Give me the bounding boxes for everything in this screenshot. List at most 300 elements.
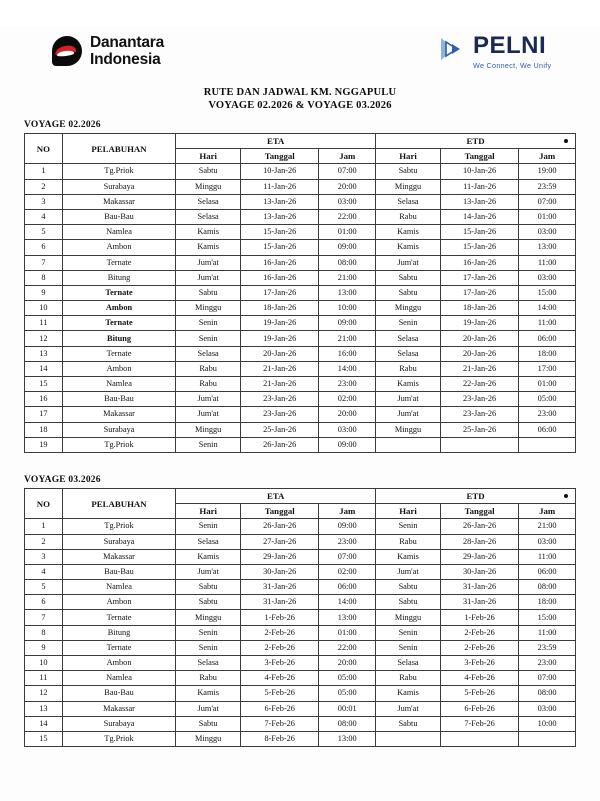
cell-pelabuhan: Ternate bbox=[62, 255, 175, 270]
cell-etd-tanggal bbox=[440, 731, 518, 746]
cell-no: 18 bbox=[25, 422, 63, 437]
cell-eta-hari: Senin bbox=[176, 625, 241, 640]
logo-header-row bbox=[0, 26, 600, 84]
cell-no: 5 bbox=[25, 225, 63, 240]
column-header-etd-jam: Jam bbox=[519, 504, 576, 519]
cell-etd-jam: 23:00 bbox=[519, 656, 576, 671]
cell-eta-tanggal: 21-Jan-26 bbox=[241, 377, 319, 392]
cell-eta-tanggal: 4-Feb-26 bbox=[241, 671, 319, 686]
schedule-table bbox=[24, 488, 576, 747]
cell-eta-jam: 03:00 bbox=[319, 194, 376, 209]
cell-no: 12 bbox=[25, 331, 63, 346]
cell-no: 15 bbox=[25, 731, 63, 746]
column-header-pelabuhan: PELABUHAN bbox=[62, 134, 175, 164]
cell-etd-jam: 11:00 bbox=[519, 549, 576, 564]
danantara-logo-text bbox=[90, 34, 164, 68]
cell-etd-hari: Kamis bbox=[376, 549, 441, 564]
cell-etd-hari: Sabtu bbox=[376, 270, 441, 285]
table-header bbox=[25, 134, 576, 164]
cell-etd-hari: Selasa bbox=[376, 194, 441, 209]
cell-pelabuhan: Makassar bbox=[62, 549, 175, 564]
cell-eta-hari: Selasa bbox=[176, 194, 241, 209]
cell-etd-tanggal: 16-Jan-26 bbox=[440, 255, 518, 270]
cell-no: 8 bbox=[25, 625, 63, 640]
cell-eta-tanggal: 2-Feb-26 bbox=[241, 625, 319, 640]
cell-etd-jam: 17:00 bbox=[519, 361, 576, 376]
cell-etd-hari bbox=[376, 437, 441, 452]
table-row bbox=[25, 731, 576, 746]
header-row-top bbox=[25, 134, 576, 149]
table-row bbox=[25, 534, 576, 549]
column-header-eta-jam: Jam bbox=[319, 149, 376, 164]
cell-etd-jam: 01:00 bbox=[519, 377, 576, 392]
cell-etd-jam: 03:00 bbox=[519, 225, 576, 240]
cell-no: 3 bbox=[25, 194, 63, 209]
cell-etd-tanggal: 7-Feb-26 bbox=[440, 716, 518, 731]
table-row bbox=[25, 392, 576, 407]
cell-etd-tanggal: 13-Jan-26 bbox=[440, 194, 518, 209]
cell-etd-jam: 15:00 bbox=[519, 285, 576, 300]
cell-no: 5 bbox=[25, 580, 63, 595]
cell-pelabuhan: Ternate bbox=[62, 316, 175, 331]
cell-etd-tanggal: 30-Jan-26 bbox=[440, 564, 518, 579]
cell-no: 11 bbox=[25, 316, 63, 331]
pelni-logo-text bbox=[473, 34, 551, 70]
voyage-tables-container bbox=[0, 120, 600, 747]
cell-eta-hari: Kamis bbox=[176, 686, 241, 701]
table-row bbox=[25, 164, 576, 179]
cell-pelabuhan: Bau-Bau bbox=[62, 209, 175, 224]
header-row-top bbox=[25, 488, 576, 503]
pelni-tagline: We Connect, We Unify bbox=[473, 61, 552, 70]
column-header-etd-hari: Hari bbox=[376, 149, 441, 164]
cell-eta-hari: Selasa bbox=[176, 656, 241, 671]
cell-etd-hari: Selasa bbox=[376, 331, 441, 346]
column-group-header-etd bbox=[376, 134, 576, 149]
cell-eta-tanggal: 15-Jan-26 bbox=[241, 240, 319, 255]
column-group-header-eta: ETA bbox=[176, 134, 376, 149]
cell-eta-hari: Jum'at bbox=[176, 270, 241, 285]
cell-eta-hari: Minggu bbox=[176, 422, 241, 437]
cell-eta-jam: 23:00 bbox=[319, 534, 376, 549]
cell-eta-jam: 00:01 bbox=[319, 701, 376, 716]
cell-etd-jam: 08:00 bbox=[519, 686, 576, 701]
cell-pelabuhan: Bau-Bau bbox=[62, 564, 175, 579]
table-row bbox=[25, 671, 576, 686]
cell-eta-jam: 10:00 bbox=[319, 301, 376, 316]
cell-pelabuhan: Ambon bbox=[62, 301, 175, 316]
bullet-dot-icon bbox=[564, 139, 568, 143]
danantara-logo-mark-icon bbox=[52, 36, 82, 66]
cell-no: 13 bbox=[25, 701, 63, 716]
cell-eta-tanggal: 16-Jan-26 bbox=[241, 270, 319, 285]
cell-etd-hari: Sabtu bbox=[376, 285, 441, 300]
danantara-line-2: Indonesia bbox=[90, 51, 161, 68]
cell-pelabuhan: Namlea bbox=[62, 377, 175, 392]
cell-eta-jam: 07:00 bbox=[319, 549, 376, 564]
danantara-logo bbox=[52, 34, 164, 68]
voyage-block bbox=[24, 120, 576, 453]
cell-etd-tanggal: 17-Jan-26 bbox=[440, 270, 518, 285]
cell-pelabuhan: Surabaya bbox=[62, 534, 175, 549]
cell-no: 9 bbox=[25, 640, 63, 655]
cell-etd-hari: Senin bbox=[376, 316, 441, 331]
cell-eta-jam: 22:00 bbox=[319, 640, 376, 655]
cell-eta-tanggal: 19-Jan-26 bbox=[241, 316, 319, 331]
cell-eta-tanggal: 10-Jan-26 bbox=[241, 164, 319, 179]
cell-eta-hari: Jum'at bbox=[176, 701, 241, 716]
cell-eta-jam: 13:00 bbox=[319, 610, 376, 625]
cell-etd-jam: 13:00 bbox=[519, 240, 576, 255]
cell-eta-hari: Minggu bbox=[176, 731, 241, 746]
cell-etd-jam: 18:00 bbox=[519, 346, 576, 361]
cell-etd-hari: Kamis bbox=[376, 686, 441, 701]
cell-eta-hari: Senin bbox=[176, 331, 241, 346]
cell-etd-tanggal: 29-Jan-26 bbox=[440, 549, 518, 564]
table-row bbox=[25, 610, 576, 625]
cell-eta-hari: Rabu bbox=[176, 671, 241, 686]
cell-no: 14 bbox=[25, 716, 63, 731]
cell-etd-tanggal: 22-Jan-26 bbox=[440, 377, 518, 392]
cell-eta-tanggal: 13-Jan-26 bbox=[241, 194, 319, 209]
cell-etd-hari: Rabu bbox=[376, 534, 441, 549]
cell-eta-tanggal: 5-Feb-26 bbox=[241, 686, 319, 701]
cell-eta-jam: 23:00 bbox=[319, 377, 376, 392]
cell-etd-hari bbox=[376, 731, 441, 746]
column-header-eta-hari: Hari bbox=[176, 149, 241, 164]
cell-etd-tanggal: 20-Jan-26 bbox=[440, 331, 518, 346]
cell-no: 2 bbox=[25, 534, 63, 549]
cell-etd-hari: Minggu bbox=[376, 422, 441, 437]
cell-etd-hari: Jum'at bbox=[376, 407, 441, 422]
cell-no: 7 bbox=[25, 610, 63, 625]
table-row bbox=[25, 209, 576, 224]
cell-eta-jam: 20:00 bbox=[319, 179, 376, 194]
cell-eta-jam: 08:00 bbox=[319, 255, 376, 270]
table-row bbox=[25, 377, 576, 392]
pelni-wordmark: PELNI bbox=[473, 32, 547, 59]
cell-eta-jam: 02:00 bbox=[319, 392, 376, 407]
cell-etd-tanggal: 23-Jan-26 bbox=[440, 407, 518, 422]
cell-etd-hari: Senin bbox=[376, 519, 441, 534]
cell-eta-tanggal: 27-Jan-26 bbox=[241, 534, 319, 549]
table-row bbox=[25, 437, 576, 452]
cell-eta-tanggal: 20-Jan-26 bbox=[241, 346, 319, 361]
column-header-etd-tanggal: Tanggal bbox=[440, 504, 518, 519]
cell-eta-jam: 20:00 bbox=[319, 407, 376, 422]
cell-eta-tanggal: 21-Jan-26 bbox=[241, 361, 319, 376]
cell-eta-jam: 09:00 bbox=[319, 437, 376, 452]
cell-etd-jam: 19:00 bbox=[519, 164, 576, 179]
cell-etd-hari: Kamis bbox=[376, 225, 441, 240]
cell-no: 2 bbox=[25, 179, 63, 194]
cell-eta-jam: 09:00 bbox=[319, 240, 376, 255]
cell-eta-jam: 06:00 bbox=[319, 580, 376, 595]
cell-pelabuhan: Namlea bbox=[62, 225, 175, 240]
page-subtitle: VOYAGE 02.2026 & VOYAGE 03.2026 bbox=[208, 100, 392, 111]
cell-etd-tanggal: 4-Feb-26 bbox=[440, 671, 518, 686]
table-row bbox=[25, 549, 576, 564]
schedule-document bbox=[0, 26, 600, 801]
column-group-header-etd-label: ETD bbox=[466, 491, 485, 502]
page-title: RUTE DAN JADWAL KM. NGGAPULU bbox=[203, 87, 397, 98]
pelni-logo bbox=[437, 34, 551, 70]
cell-eta-tanggal: 8-Feb-26 bbox=[241, 731, 319, 746]
cell-etd-hari: Sabtu bbox=[376, 164, 441, 179]
cell-eta-tanggal: 11-Jan-26 bbox=[241, 179, 319, 194]
table-row bbox=[25, 270, 576, 285]
table-row bbox=[25, 346, 576, 361]
table-row bbox=[25, 595, 576, 610]
cell-no: 19 bbox=[25, 437, 63, 452]
cell-eta-hari: Jum'at bbox=[176, 392, 241, 407]
table-body bbox=[25, 519, 576, 747]
cell-eta-hari: Sabtu bbox=[176, 164, 241, 179]
cell-etd-tanggal bbox=[440, 437, 518, 452]
cell-etd-jam: 10:00 bbox=[519, 716, 576, 731]
cell-eta-hari: Minggu bbox=[176, 301, 241, 316]
table-header bbox=[25, 488, 576, 518]
cell-pelabuhan: Makassar bbox=[62, 407, 175, 422]
table-body bbox=[25, 164, 576, 453]
cell-eta-jam: 05:00 bbox=[319, 686, 376, 701]
cell-eta-tanggal: 3-Feb-26 bbox=[241, 656, 319, 671]
table-row bbox=[25, 179, 576, 194]
cell-etd-tanggal: 25-Jan-26 bbox=[440, 422, 518, 437]
cell-eta-hari: Minggu bbox=[176, 179, 241, 194]
cell-etd-tanggal: 26-Jan-26 bbox=[440, 519, 518, 534]
cell-eta-tanggal: 1-Feb-26 bbox=[241, 610, 319, 625]
cell-etd-tanggal: 28-Jan-26 bbox=[440, 534, 518, 549]
cell-etd-jam: 06:00 bbox=[519, 564, 576, 579]
column-header-pelabuhan: PELABUHAN bbox=[62, 488, 175, 518]
cell-eta-hari: Sabtu bbox=[176, 595, 241, 610]
cell-no: 13 bbox=[25, 346, 63, 361]
cell-eta-jam: 16:00 bbox=[319, 346, 376, 361]
column-group-header-eta: ETA bbox=[176, 488, 376, 503]
bullet-dot-icon bbox=[564, 494, 568, 498]
cell-etd-jam: 03:00 bbox=[519, 534, 576, 549]
cell-no: 6 bbox=[25, 240, 63, 255]
cell-etd-tanggal: 3-Feb-26 bbox=[440, 656, 518, 671]
column-header-eta-tanggal: Tanggal bbox=[241, 149, 319, 164]
cell-eta-tanggal: 7-Feb-26 bbox=[241, 716, 319, 731]
voyage-block bbox=[24, 475, 576, 747]
cell-eta-hari: Rabu bbox=[176, 377, 241, 392]
cell-eta-hari: Kamis bbox=[176, 240, 241, 255]
cell-etd-hari: Jum'at bbox=[376, 392, 441, 407]
cell-pelabuhan: Surabaya bbox=[62, 179, 175, 194]
cell-pelabuhan: Makassar bbox=[62, 194, 175, 209]
table-row bbox=[25, 422, 576, 437]
cell-pelabuhan: Namlea bbox=[62, 671, 175, 686]
cell-etd-hari: Selasa bbox=[376, 656, 441, 671]
cell-no: 10 bbox=[25, 656, 63, 671]
cell-etd-tanggal: 5-Feb-26 bbox=[440, 686, 518, 701]
cell-no: 1 bbox=[25, 519, 63, 534]
cell-pelabuhan: Makassar bbox=[62, 701, 175, 716]
cell-eta-jam: 21:00 bbox=[319, 270, 376, 285]
cell-pelabuhan: Tg.Priok bbox=[62, 519, 175, 534]
cell-eta-tanggal: 13-Jan-26 bbox=[241, 209, 319, 224]
cell-eta-tanggal: 23-Jan-26 bbox=[241, 407, 319, 422]
cell-etd-tanggal: 10-Jan-26 bbox=[440, 164, 518, 179]
voyage-label: VOYAGE 02.2026 bbox=[24, 120, 101, 130]
cell-etd-jam: 03:00 bbox=[519, 270, 576, 285]
cell-eta-tanggal: 18-Jan-26 bbox=[241, 301, 319, 316]
cell-pelabuhan: Ambon bbox=[62, 656, 175, 671]
cell-etd-jam bbox=[519, 437, 576, 452]
cell-etd-tanggal: 31-Jan-26 bbox=[440, 580, 518, 595]
cell-etd-tanggal: 15-Jan-26 bbox=[440, 225, 518, 240]
cell-pelabuhan: Namlea bbox=[62, 580, 175, 595]
cell-eta-tanggal: 29-Jan-26 bbox=[241, 549, 319, 564]
cell-etd-tanggal: 23-Jan-26 bbox=[440, 392, 518, 407]
cell-etd-hari: Minggu bbox=[376, 301, 441, 316]
cell-etd-hari: Jum'at bbox=[376, 701, 441, 716]
table-row bbox=[25, 564, 576, 579]
column-header-no: NO bbox=[25, 488, 63, 518]
cell-pelabuhan: Ambon bbox=[62, 361, 175, 376]
table-row bbox=[25, 301, 576, 316]
cell-eta-tanggal: 26-Jan-26 bbox=[241, 437, 319, 452]
table-row bbox=[25, 686, 576, 701]
cell-no: 3 bbox=[25, 549, 63, 564]
table-row bbox=[25, 361, 576, 376]
cell-eta-jam: 21:00 bbox=[319, 331, 376, 346]
cell-etd-tanggal: 2-Feb-26 bbox=[440, 625, 518, 640]
cell-eta-hari: Senin bbox=[176, 437, 241, 452]
cell-eta-hari: Selasa bbox=[176, 346, 241, 361]
cell-etd-jam: 23:59 bbox=[519, 640, 576, 655]
cell-eta-tanggal: 2-Feb-26 bbox=[241, 640, 319, 655]
cell-eta-tanggal: 23-Jan-26 bbox=[241, 392, 319, 407]
cell-etd-jam: 18:00 bbox=[519, 595, 576, 610]
table-row bbox=[25, 519, 576, 534]
table-row bbox=[25, 240, 576, 255]
cell-eta-tanggal: 6-Feb-26 bbox=[241, 701, 319, 716]
cell-etd-hari: Rabu bbox=[376, 671, 441, 686]
cell-no: 10 bbox=[25, 301, 63, 316]
cell-pelabuhan: Bau-Bau bbox=[62, 392, 175, 407]
cell-etd-hari: Minggu bbox=[376, 610, 441, 625]
cell-no: 7 bbox=[25, 255, 63, 270]
cell-eta-tanggal: 30-Jan-26 bbox=[241, 564, 319, 579]
cell-eta-hari: Sabtu bbox=[176, 580, 241, 595]
cell-etd-hari: Sabtu bbox=[376, 716, 441, 731]
cell-eta-hari: Minggu bbox=[176, 610, 241, 625]
cell-eta-jam: 13:00 bbox=[319, 285, 376, 300]
table-row bbox=[25, 656, 576, 671]
table-row bbox=[25, 625, 576, 640]
cell-etd-jam: 23:59 bbox=[519, 179, 576, 194]
cell-eta-hari: Senin bbox=[176, 316, 241, 331]
table-row bbox=[25, 225, 576, 240]
table-row bbox=[25, 640, 576, 655]
cell-eta-jam: 01:00 bbox=[319, 225, 376, 240]
cell-no: 4 bbox=[25, 209, 63, 224]
cell-etd-jam: 11:00 bbox=[519, 316, 576, 331]
cell-no: 6 bbox=[25, 595, 63, 610]
cell-no: 15 bbox=[25, 377, 63, 392]
cell-no: 1 bbox=[25, 164, 63, 179]
cell-eta-tanggal: 31-Jan-26 bbox=[241, 580, 319, 595]
cell-no: 8 bbox=[25, 270, 63, 285]
column-header-etd-hari: Hari bbox=[376, 504, 441, 519]
cell-etd-jam: 11:00 bbox=[519, 625, 576, 640]
table-row bbox=[25, 331, 576, 346]
cell-etd-hari: Senin bbox=[376, 625, 441, 640]
cell-pelabuhan: Ambon bbox=[62, 240, 175, 255]
cell-etd-tanggal: 6-Feb-26 bbox=[440, 701, 518, 716]
table-row bbox=[25, 701, 576, 716]
cell-etd-hari: Sabtu bbox=[376, 595, 441, 610]
cell-eta-jam: 05:00 bbox=[319, 671, 376, 686]
cell-etd-jam: 23:00 bbox=[519, 407, 576, 422]
cell-no: 4 bbox=[25, 564, 63, 579]
cell-etd-jam: 07:00 bbox=[519, 671, 576, 686]
cell-eta-tanggal: 25-Jan-26 bbox=[241, 422, 319, 437]
cell-eta-jam: 07:00 bbox=[319, 164, 376, 179]
cell-eta-tanggal: 15-Jan-26 bbox=[241, 225, 319, 240]
cell-etd-tanggal: 1-Feb-26 bbox=[440, 610, 518, 625]
cell-eta-jam: 13:00 bbox=[319, 731, 376, 746]
cell-eta-tanggal: 19-Jan-26 bbox=[241, 331, 319, 346]
cell-eta-jam: 22:00 bbox=[319, 209, 376, 224]
cell-etd-hari: Selasa bbox=[376, 346, 441, 361]
cell-etd-jam: 06:00 bbox=[519, 422, 576, 437]
table-row bbox=[25, 407, 576, 422]
cell-eta-hari: Senin bbox=[176, 519, 241, 534]
cell-eta-hari: Kamis bbox=[176, 225, 241, 240]
cell-etd-jam: 01:00 bbox=[519, 209, 576, 224]
table-row bbox=[25, 316, 576, 331]
cell-eta-jam: 14:00 bbox=[319, 361, 376, 376]
cell-etd-tanggal: 31-Jan-26 bbox=[440, 595, 518, 610]
cell-pelabuhan: Ternate bbox=[62, 640, 175, 655]
cell-etd-hari: Jum'at bbox=[376, 564, 441, 579]
cell-eta-jam: 08:00 bbox=[319, 716, 376, 731]
cell-eta-jam: 09:00 bbox=[319, 519, 376, 534]
cell-pelabuhan: Ternate bbox=[62, 610, 175, 625]
cell-eta-jam: 09:00 bbox=[319, 316, 376, 331]
pelni-logo-mark-icon bbox=[437, 34, 467, 64]
cell-eta-hari: Sabtu bbox=[176, 716, 241, 731]
cell-eta-hari: Kamis bbox=[176, 549, 241, 564]
cell-eta-hari: Senin bbox=[176, 640, 241, 655]
cell-eta-tanggal: 16-Jan-26 bbox=[241, 255, 319, 270]
cell-etd-jam: 06:00 bbox=[519, 331, 576, 346]
column-header-no: NO bbox=[25, 134, 63, 164]
cell-etd-tanggal: 20-Jan-26 bbox=[440, 346, 518, 361]
table-row bbox=[25, 285, 576, 300]
cell-no: 16 bbox=[25, 392, 63, 407]
cell-etd-tanggal: 21-Jan-26 bbox=[440, 361, 518, 376]
document-title bbox=[0, 86, 600, 112]
cell-etd-jam: 21:00 bbox=[519, 519, 576, 534]
cell-etd-hari: Kamis bbox=[376, 240, 441, 255]
cell-eta-hari: Selasa bbox=[176, 209, 241, 224]
cell-pelabuhan: Surabaya bbox=[62, 716, 175, 731]
cell-pelabuhan: Ternate bbox=[62, 346, 175, 361]
cell-etd-tanggal: 18-Jan-26 bbox=[440, 301, 518, 316]
cell-no: 12 bbox=[25, 686, 63, 701]
table-row bbox=[25, 716, 576, 731]
table-row bbox=[25, 255, 576, 270]
cell-eta-hari: Jum'at bbox=[176, 255, 241, 270]
cell-pelabuhan: Bitung bbox=[62, 331, 175, 346]
cell-eta-jam: 03:00 bbox=[319, 422, 376, 437]
